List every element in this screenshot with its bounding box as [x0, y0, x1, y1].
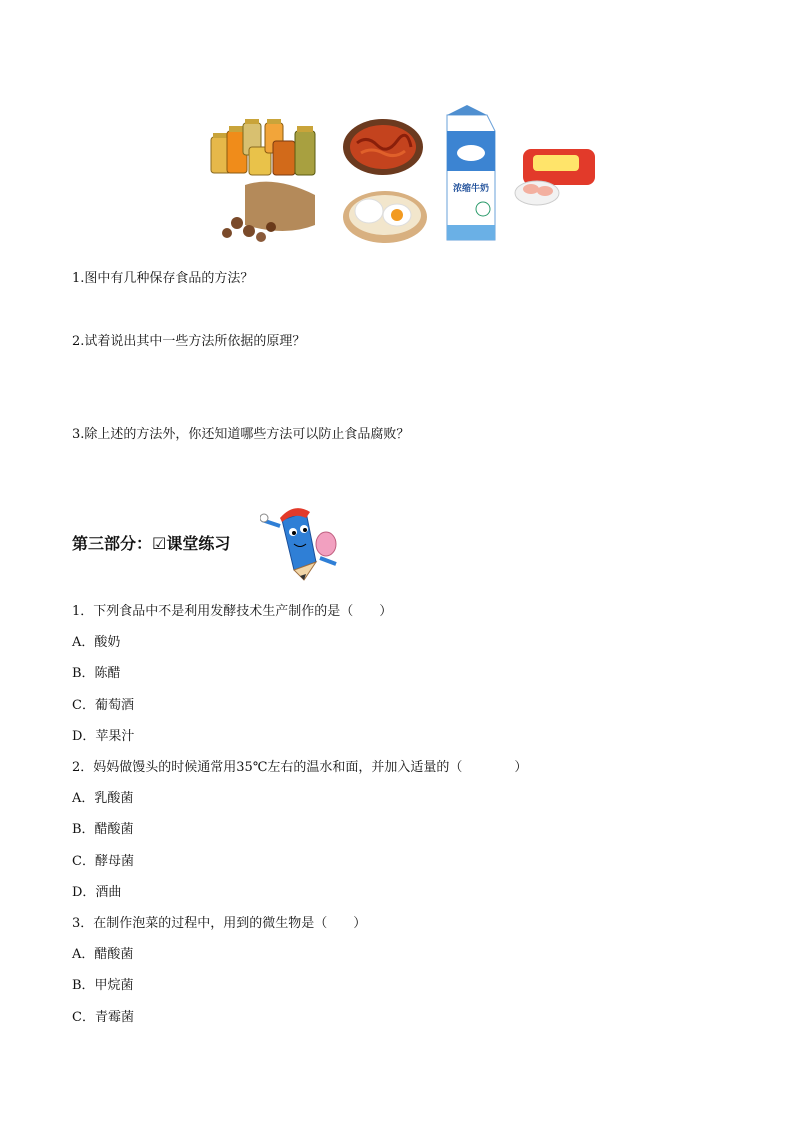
exercise-2-stem: 2．妈妈做馒头的时候通常用35℃左右的温水和面，并加入适量的（ ） [72, 760, 528, 775]
food-preservation-illustration [205, 105, 600, 245]
exercise-3-option-b: B．甲烷菌 [72, 978, 134, 993]
sausage-pack-image [515, 149, 595, 205]
exercise-1-option-b: B．陈醋 [72, 666, 121, 681]
milk-carton-image [447, 105, 495, 240]
pickled-jars-image [211, 119, 315, 175]
exercise-3-option-c: C．青霉菌 [72, 1010, 134, 1025]
dried-mushroom-sack-image [222, 182, 315, 242]
salted-eggs-plate-image [343, 191, 427, 243]
exercise-1-option-d: D．苹果汁 [72, 729, 135, 744]
food-illustration-svg [205, 105, 600, 245]
exercise-2-option-c: C．酵母菌 [72, 854, 134, 869]
exercise-1-option-c: C．葡萄酒 [72, 698, 134, 713]
intro-question-2: 2.试着说出其中一些方法所依据的原理？ [72, 334, 306, 349]
exercise-2-option-a: A．乳酸菌 [72, 791, 134, 806]
milk-brand-label: 浓缩牛奶 [452, 184, 490, 194]
section-heading: 第三部分：☑课堂练习 [72, 534, 231, 553]
intro-question-1: 1.图中有几种保存食品的方法？ [72, 271, 254, 286]
dried-meat-plate-image [343, 119, 423, 175]
exercise-2-option-b: B．醋酸菌 [72, 822, 134, 837]
exercise-3-option-a: A．醋酸菌 [72, 947, 134, 962]
exercise-1-option-a: A．酸奶 [72, 635, 121, 650]
exercise-1-stem: 1．下列食品中不是利用发酵技术生产制作的是（ ） [72, 604, 393, 619]
exercise-3-stem: 3．在制作泡菜的过程中，用到的微生物是（ ） [72, 916, 367, 931]
intro-question-3: 3.除上述的方法外，你还知道哪些方法可以防止食品腐败？ [72, 427, 410, 442]
exercise-2-option-d: D．酒曲 [72, 885, 122, 900]
pencil-mascot-icon [260, 502, 342, 582]
